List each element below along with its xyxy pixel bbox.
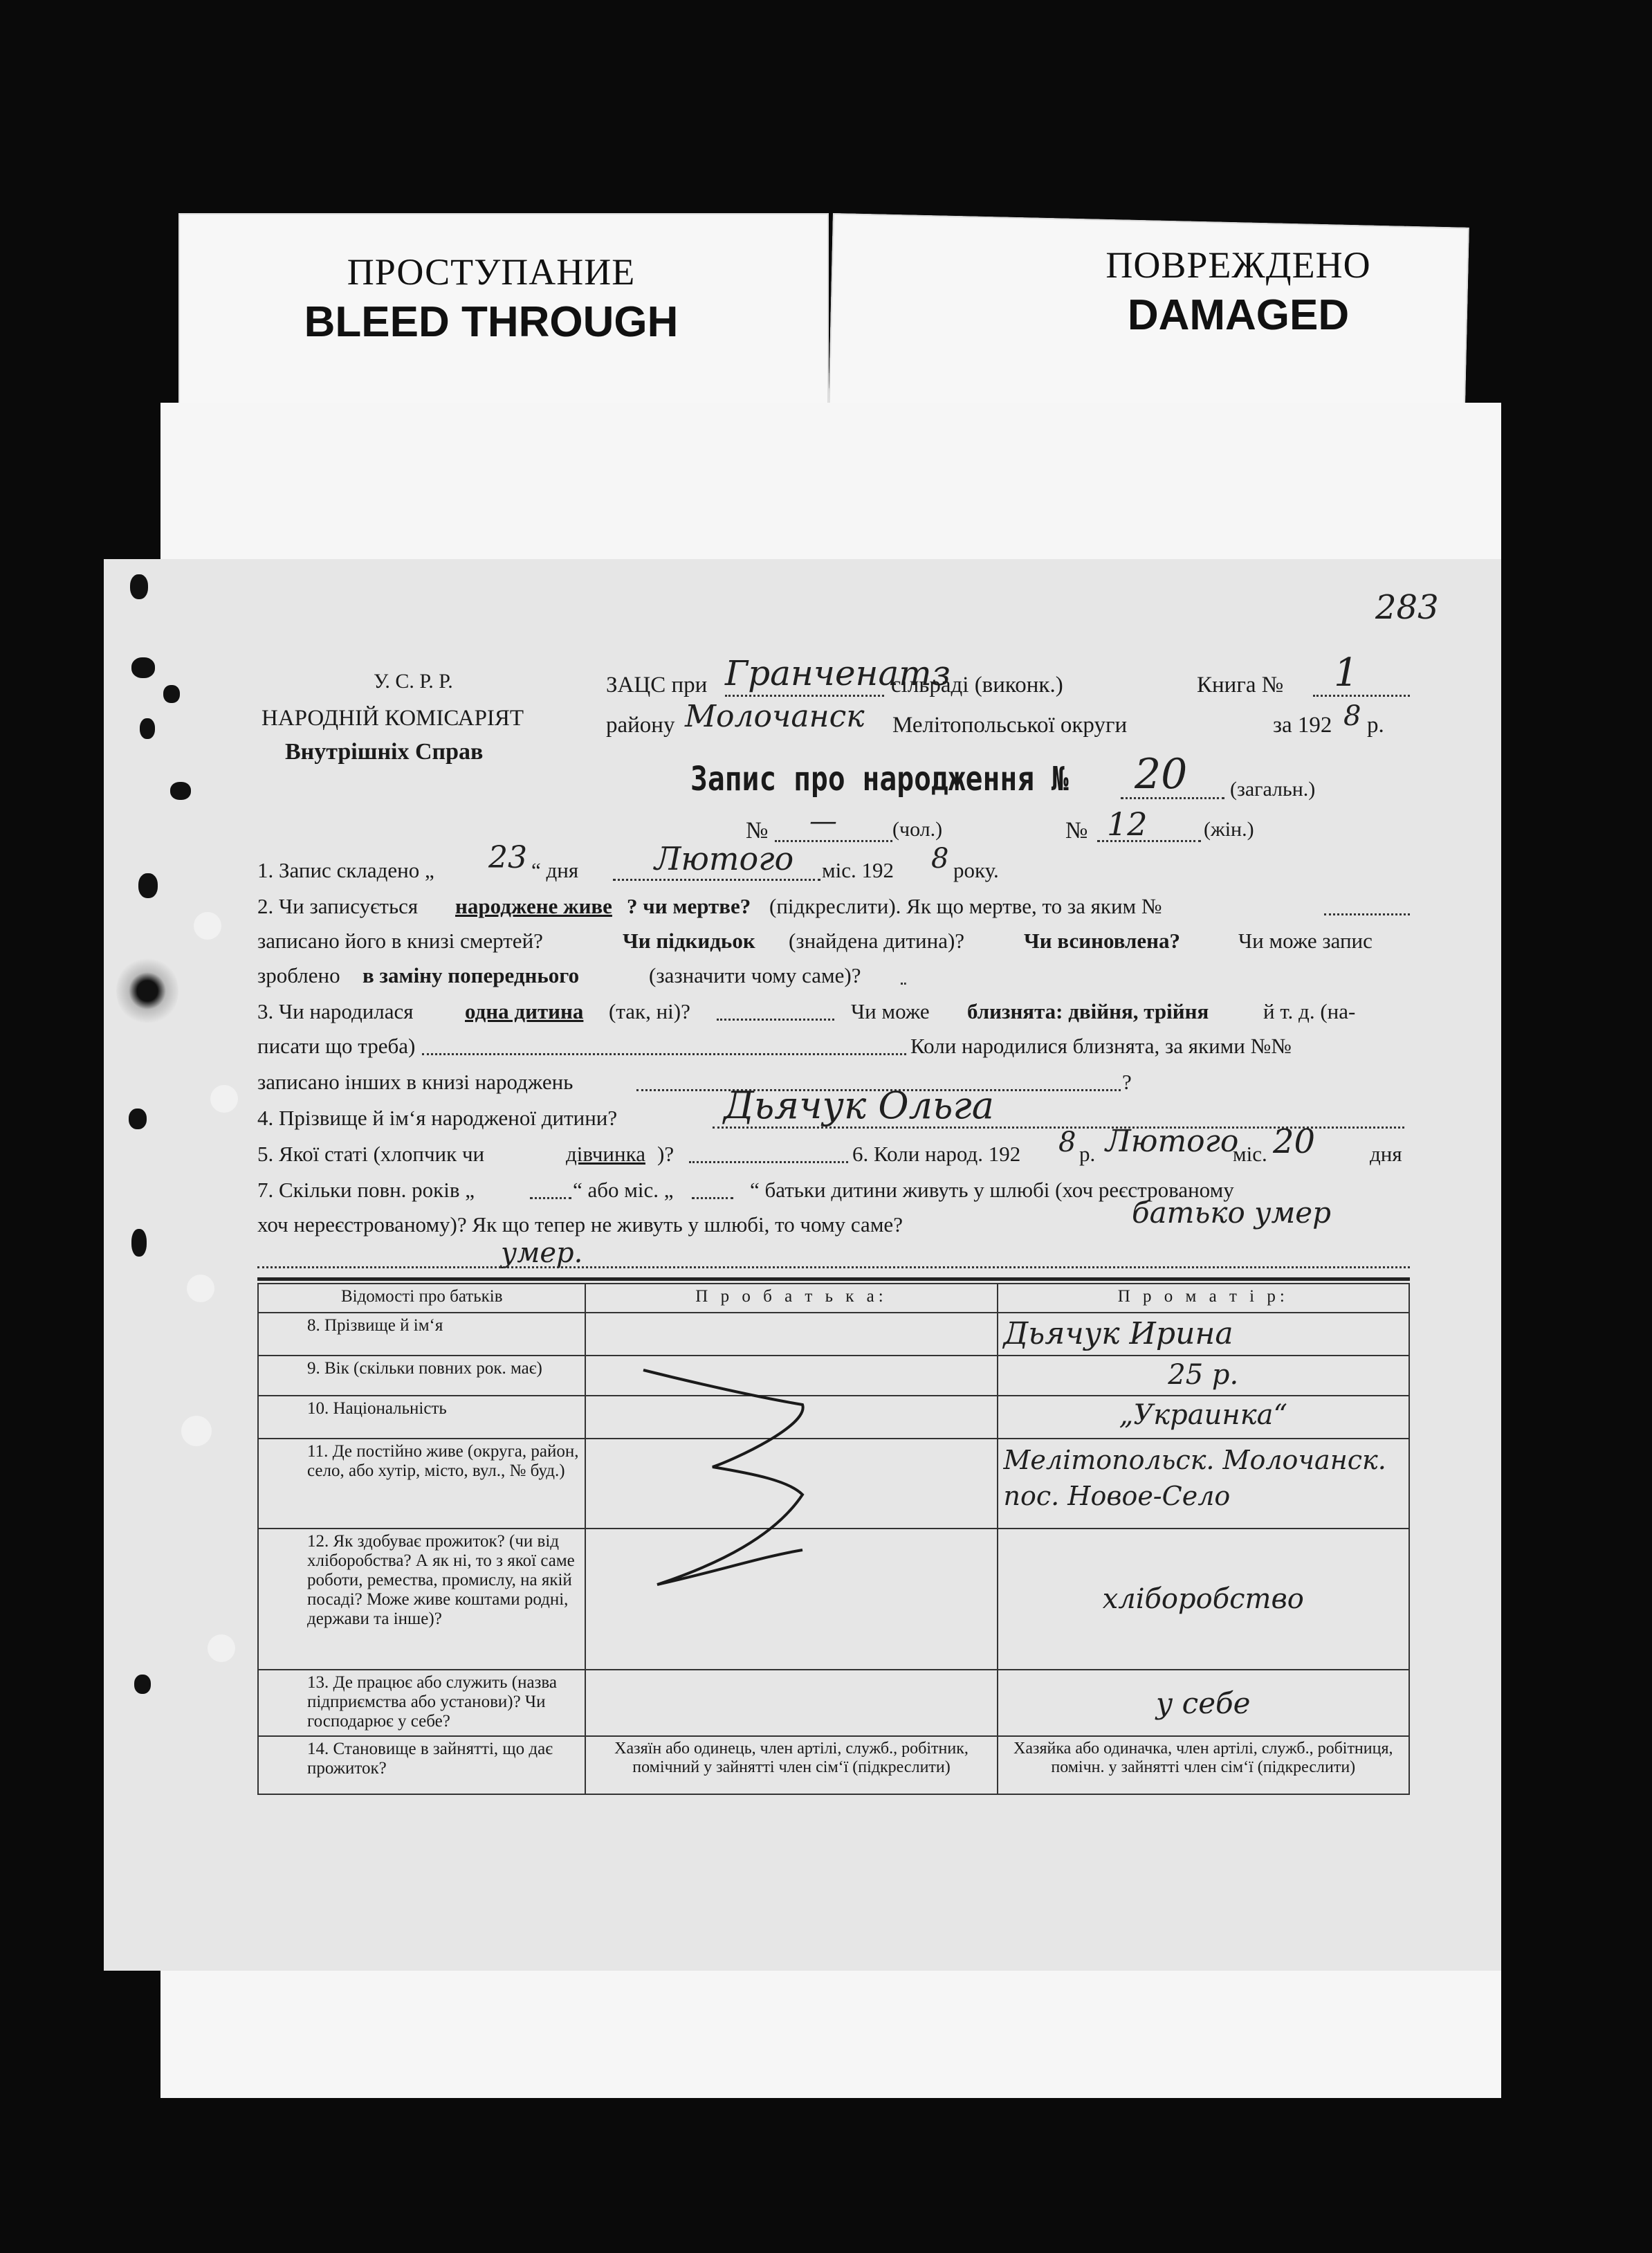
line9-e: р. — [1079, 1142, 1096, 1166]
mother-cell — [998, 1439, 1409, 1529]
line1-d: року. — [953, 858, 999, 882]
mother-name: Дьячук Ирина — [1003, 1316, 1233, 1351]
damaged-en: DAMAGED — [1127, 291, 1350, 339]
line3-c: (знайдена дитина)? — [789, 929, 965, 953]
punch-hole — [208, 1634, 235, 1662]
line9-girl: дівчинка — [566, 1142, 645, 1166]
line10-dots-b — [692, 1197, 733, 1199]
line9-f: міс. — [1233, 1142, 1267, 1166]
female-label: № — [1065, 818, 1088, 843]
line10-b: “ або міс. „ — [573, 1178, 674, 1202]
punch-hole — [187, 1275, 214, 1302]
line9-c: )? — [657, 1142, 674, 1166]
father-cell — [585, 1670, 997, 1736]
birth-year: 8 — [1058, 1126, 1076, 1158]
line5-dots — [717, 1019, 834, 1021]
zags-prefix: ЗАЦС при — [606, 673, 708, 697]
line2-a: 2. Чи записується — [257, 894, 419, 918]
punch-hole — [181, 1416, 212, 1446]
damage-spot — [131, 657, 155, 678]
line7-b: ? — [1122, 1070, 1132, 1094]
mother-occupation: хліборобство — [1102, 1583, 1304, 1615]
line5-f: й т. д. (на- — [1263, 999, 1356, 1023]
punch-hole — [194, 912, 221, 940]
damaged-ru: ПОВРЕЖДЕНО — [1105, 244, 1371, 286]
line1-day: 23 — [488, 840, 527, 875]
punch-hole — [210, 1085, 238, 1113]
line4-a: зроблено — [257, 963, 340, 987]
table-header-row — [258, 1284, 1409, 1313]
damage-spot — [170, 782, 191, 800]
line12-dots — [257, 1266, 1410, 1268]
district-prefix: району — [606, 713, 675, 738]
mother-cell — [998, 1313, 1409, 1356]
father-status-options: Хазяїн або одинець, член артілі, служб., робітник, помічний у зайнятті член сім‘ї (підкреслити) — [585, 1736, 997, 1794]
header-ussr: У. С. Р. Р. — [374, 670, 453, 693]
line4-b: в заміну попереднього — [362, 963, 580, 987]
zags-hand: Гранченатз — [725, 653, 951, 693]
record-number: 20 — [1135, 750, 1188, 799]
district-suffix: Мелітопольської округи — [892, 713, 1128, 738]
line1-month: Лютого — [654, 840, 794, 877]
table-row — [258, 1670, 1409, 1736]
year-label: за 192 — [1273, 713, 1332, 738]
line2-d: (підкреслити). Як що мертве, то за яким № — [769, 894, 1162, 918]
header-internal-affairs: Внутрішніх Справ — [285, 739, 484, 765]
line1-b: “ дня — [531, 858, 579, 882]
line5-d: Чи може — [851, 999, 930, 1023]
line5-c: (так, ні)? — [609, 999, 690, 1023]
table-top-rule — [257, 1277, 1410, 1281]
male-label: № — [746, 818, 769, 843]
col-header-father: П р о б а т ь к а: — [585, 1284, 997, 1313]
district-hand: Молочанск — [685, 699, 865, 734]
col-header-mother: П р о м а т і р: — [998, 1284, 1409, 1313]
bleed-through-en: BLEED THROUGH — [304, 298, 679, 346]
damage-spot — [130, 574, 148, 599]
line11-a: хоч нереєстрованому)? Як що тепер не живуть у шлюбі, то чому саме? — [257, 1212, 903, 1237]
male-suffix: (чол.) — [892, 818, 943, 841]
line3-b: Чи підкидьок — [623, 929, 755, 953]
header-commissariat: НАРОДНІЙ КОМІСАРІЯТ — [261, 706, 524, 731]
record-title: Запис про народження № — [690, 760, 1069, 799]
male-number: — — [809, 805, 837, 837]
zags-dots — [725, 695, 884, 697]
line6-dots — [422, 1053, 906, 1055]
book-label: Книга № — [1197, 673, 1284, 697]
record-general: (загальн.) — [1230, 778, 1316, 801]
female-suffix: (жін.) — [1204, 818, 1254, 841]
line10-a: 7. Скільки повн. років „ — [257, 1178, 475, 1202]
page-number: 283 — [1375, 588, 1439, 627]
mother-residence: Мелітопольск. Молочанск. пос. Новое-Село — [1003, 1445, 1386, 1511]
line6-b: Коли народилися близнята, за якими №№ — [910, 1034, 1292, 1058]
mother-age: 25 р. — [1168, 1359, 1239, 1391]
female-dots — [1097, 840, 1201, 842]
line2-born-alive: народжене живе — [455, 894, 612, 918]
damage-spot — [129, 1109, 147, 1129]
line5-a: 3. Чи народилася — [257, 999, 414, 1023]
zags-suffix: сільраді (виконк.) — [891, 673, 1063, 697]
record-number-dots — [1121, 797, 1224, 799]
line5-e: близнята: двійня, трійня — [967, 999, 1209, 1023]
mother-cell — [998, 1396, 1409, 1439]
year-hand: 8 — [1343, 700, 1361, 732]
line10-dots-a — [530, 1197, 571, 1199]
birth-month: Лютого — [1105, 1124, 1239, 1159]
line5-one-child: одна дитина — [465, 999, 584, 1023]
mother-cell — [998, 1529, 1409, 1670]
mother-cell — [998, 1356, 1409, 1396]
row-label: 11. Де постійно живе (округа, район, село, або хутір, місто, вул., № буд.) — [258, 1439, 585, 1529]
line2-c: ? чи мертве? — [627, 894, 751, 918]
line3-d: Чи всиновлена? — [1024, 929, 1181, 953]
line4-dots — [901, 983, 906, 985]
row-label: 10. Національність — [258, 1396, 585, 1439]
line10-c: “ батьки дитини живуть у шлюбі (хоч реєстрованому — [750, 1178, 1234, 1202]
line11-hand: батько умер — [1132, 1196, 1332, 1230]
line7-a: записано інших в книзі народжень — [257, 1070, 573, 1094]
bleed-through-ru: ПРОСТУПАНИЕ — [347, 251, 636, 293]
line2-dots — [1324, 913, 1410, 915]
row-label: 12. Як здобуває прожиток? (чи від хліборобства? А як ні, то з якої саме роботи, ремества, промислу, на якій посаді? Може живе коштами родні, держави та інше)? — [258, 1529, 585, 1670]
row-label: 8. Прізвище й ім‘я — [258, 1313, 585, 1356]
line1-year: 8 — [931, 843, 949, 875]
row-label: 9. Вік (скільки повних рок. має) — [258, 1356, 585, 1396]
table-row — [258, 1736, 1409, 1794]
mother-status-options: Хазяйка або одиначка, член артілі, служб., робітниця, помічн. у зайнятті член сім‘ї (підкреслити) — [998, 1736, 1409, 1794]
damage-spot — [116, 956, 178, 1025]
book-number: 1 — [1334, 650, 1359, 695]
mother-cell — [998, 1670, 1409, 1736]
damage-spot — [131, 1229, 147, 1257]
damage-spot — [140, 718, 155, 739]
row-label: 14. Становище в зайнятті, що дає прожиток? — [258, 1736, 585, 1794]
damage-spot — [163, 685, 180, 703]
father-column-strikeout — [595, 1329, 955, 1619]
line3-a: записано його в книзі смертей? — [257, 929, 543, 953]
line9-dots — [689, 1161, 848, 1163]
year-suffix: р. — [1367, 713, 1384, 738]
female-number: 12 — [1107, 805, 1148, 843]
line8-a: 4. Прізвище й ім‘я народженої дитини? — [257, 1106, 618, 1130]
line4-c: (зазначити чому саме)? — [649, 963, 861, 987]
row-label: 13. Де працює або служить (назва підприємства або установи)? Чи господарює у себе? — [258, 1670, 585, 1736]
line6-a: писати що треба) — [257, 1034, 416, 1058]
damage-spot — [134, 1675, 151, 1694]
line9-d: 6. Коли народ. 192 — [852, 1142, 1021, 1166]
col-header-info: Відомості про батьків — [258, 1284, 585, 1313]
line1-c: міс. 192 — [822, 858, 894, 882]
damage-spot — [138, 873, 158, 898]
child-name: Дьячук Ольга — [724, 1084, 994, 1127]
line9-g: дня — [1370, 1142, 1402, 1166]
line3-e: Чи може запис — [1238, 929, 1373, 953]
mother-workplace: у себе — [1155, 1686, 1251, 1720]
book-dots — [1313, 695, 1410, 697]
line1-a: 1. Запис складено „ — [257, 858, 434, 882]
birth-day: 20 — [1273, 1122, 1316, 1161]
line1-month-dots — [613, 879, 820, 881]
mother-nationality: „Украинка“ — [1119, 1399, 1287, 1431]
line12-hand: умер. — [501, 1237, 583, 1269]
line9-a: 5. Якої статі (хлопчик чи — [257, 1142, 485, 1166]
